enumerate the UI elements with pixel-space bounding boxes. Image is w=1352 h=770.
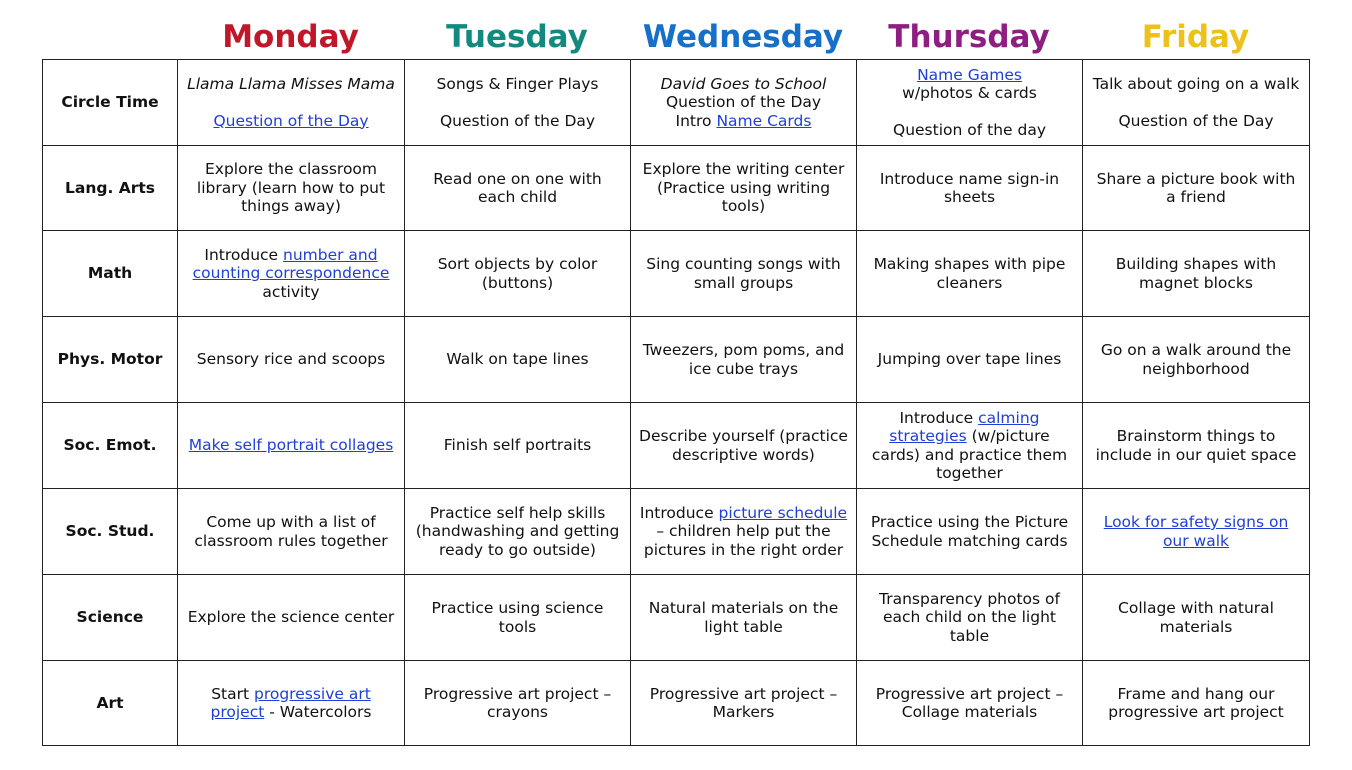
cell-text: Practice using science tools: [405, 575, 631, 661]
cell-text: Share a picture book with a friend: [1083, 146, 1310, 231]
cell-text: Practice using the Picture Schedule matching cards: [857, 489, 1083, 575]
row-label-soc-stud: Soc. Stud.: [43, 489, 178, 575]
row-label-lang-arts: Lang. Arts: [43, 146, 178, 231]
cell-text: Introduce: [204, 245, 284, 264]
cell-text: Read one on one with each child: [405, 146, 631, 231]
cell-text: Question of the Day: [665, 93, 822, 112]
cell-circle-fri: [1083, 60, 1310, 146]
cell-text: Explore the classroom library (learn how to put things away): [178, 146, 405, 231]
cell-stud-wed: [631, 489, 857, 575]
cell-text: Introduce name sign-in sheets: [857, 146, 1083, 231]
cell-text: Come up with a list of classroom rules together: [178, 489, 405, 575]
cell-text: Making shapes with pipe cleaners: [857, 231, 1083, 317]
day-friday: Friday: [1141, 19, 1250, 55]
cell-text: Explore the writing center (Practice using writing tools): [631, 146, 857, 231]
cell-text: Describe yourself (practice descriptive words): [631, 403, 857, 489]
cell-text: Question of the Day: [439, 111, 596, 130]
cell-text: – children help put the pictures in the right order: [643, 522, 844, 559]
row-label-circle-time: Circle Time: [43, 60, 178, 146]
name-cards-link[interactable]: Name Cards: [716, 111, 812, 130]
book-title: Llama Llama Misses Mama: [187, 75, 395, 93]
cell-circle-tue: [405, 60, 631, 146]
cell-text: - Watercolors: [264, 703, 372, 721]
cell-text: Progressive art project – Markers: [631, 661, 857, 746]
name-games-link[interactable]: Name Games: [917, 65, 1022, 84]
table-row: [43, 231, 1310, 317]
cell-text: Talk about going on a walk: [1092, 75, 1300, 93]
cell-emot-mon: [178, 403, 405, 489]
cell-text: Sing counting songs with small groups: [631, 231, 857, 317]
safety-signs-link[interactable]: Look for safety signs on our walk: [1103, 513, 1289, 550]
cell-text: Finish self portraits: [405, 403, 631, 489]
cell-text: Jumping over tape lines: [857, 317, 1083, 403]
picture-schedule-link[interactable]: picture schedule: [718, 503, 848, 522]
book-title: David Goes to School: [660, 74, 827, 93]
table-row: [43, 575, 1310, 661]
cell-text: Practice self help skills (handwashing and getting ready to go outside): [405, 489, 631, 575]
day-monday: Monday: [222, 19, 359, 55]
cell-text: Question of the day: [893, 120, 1046, 139]
cell-text: Introduce: [639, 503, 719, 522]
cell-text: Collage with natural materials: [1083, 575, 1310, 661]
self-portrait-collages-link[interactable]: Make self portrait collages: [188, 436, 394, 455]
day-wednesday: Wednesday: [642, 19, 844, 55]
cell-text: Transparency photos of each child on the light table: [857, 575, 1083, 661]
row-label-phys-motor: Phys. Motor: [43, 317, 178, 403]
cell-text: Question of the Day: [1118, 111, 1274, 130]
cell-text: Walk on tape lines: [405, 317, 631, 403]
row-label-science: Science: [43, 575, 178, 661]
cell-circle-wed: [631, 60, 857, 146]
cell-text: Natural materials on the light table: [631, 575, 857, 661]
table-row: [43, 489, 1310, 575]
row-label-soc-emot: Soc. Emot.: [43, 403, 178, 489]
cell-text: Start: [211, 684, 254, 703]
row-label-math: Math: [43, 231, 178, 317]
cell-text: Progressive art project – Collage materials: [857, 661, 1083, 746]
cell-text: Sort objects by color (buttons): [405, 231, 631, 317]
cell-text: Explore the science center: [178, 575, 405, 661]
cell-text: w/photos & cards: [902, 84, 1037, 103]
cell-text: Frame and hang our progressive art project: [1083, 661, 1310, 746]
cell-text: Tweezers, pom poms, and ice cube trays: [631, 317, 857, 403]
cell-circle-thu: [857, 60, 1083, 146]
day-thursday: Thursday: [888, 19, 1050, 55]
calming-strategies-link[interactable]: calming strategies: [889, 408, 1040, 445]
day-tuesday: Tuesday: [446, 19, 588, 55]
cell-circle-mon: [178, 60, 405, 146]
cell-text: Sensory rice and scoops: [178, 317, 405, 403]
table-row: [43, 60, 1310, 146]
progressive-art-project-link[interactable]: progressive art project: [210, 684, 371, 721]
cell-text: activity: [262, 282, 320, 301]
row-label-art: Art: [43, 661, 178, 746]
weekday-header: [177, 14, 1309, 60]
cell-text: Songs & Finger Plays: [436, 75, 599, 93]
cell-math-mon: [178, 231, 405, 317]
cell-art-mon: [178, 661, 405, 746]
cell-text: Brainstorm things to include in our quiet space: [1083, 403, 1310, 489]
cell-text: Progressive art project – crayons: [405, 661, 631, 746]
table-row: [43, 403, 1310, 489]
cell-text: Building shapes with magnet blocks: [1083, 231, 1310, 317]
question-of-the-day-link[interactable]: Question of the Day: [213, 111, 369, 130]
cell-text: Go on a walk around the neighborhood: [1083, 317, 1310, 403]
table-row: [43, 146, 1310, 231]
cell-text: (w/picture cards) and practice them together: [871, 427, 1068, 482]
cell-emot-thu: [857, 403, 1083, 489]
cell-text: Intro: [675, 111, 717, 130]
table-row: [43, 317, 1310, 403]
cell-stud-fri: [1083, 489, 1310, 575]
cell-text: Introduce: [899, 408, 979, 427]
weekly-schedule-table: [42, 59, 1310, 746]
number-counting-link[interactable]: number and counting correspondence: [192, 245, 390, 283]
table-row: [43, 661, 1310, 746]
